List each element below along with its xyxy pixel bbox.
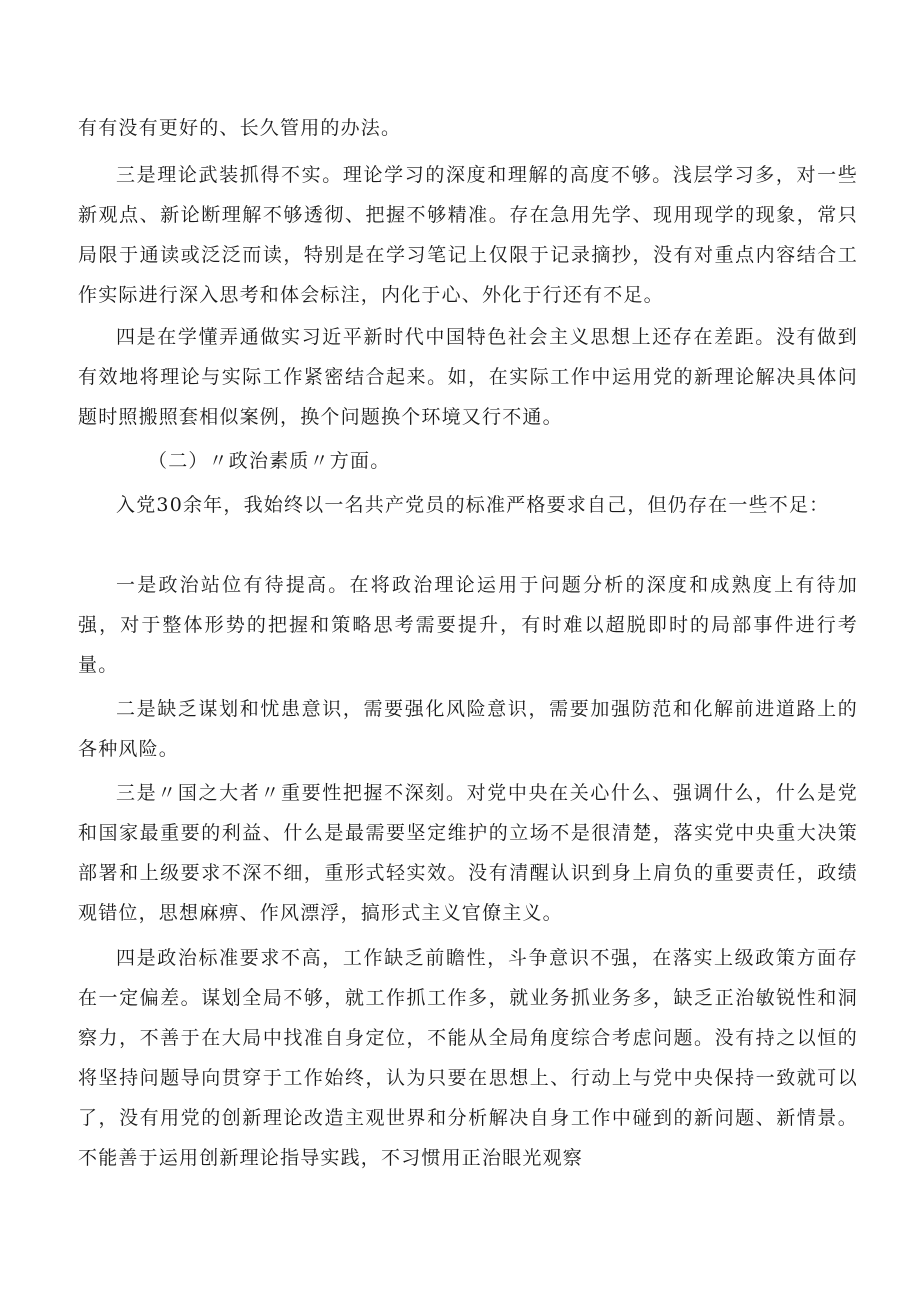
paragraph-theory-armament: 三是理论武装抓得不实。理论学习的深度和理解的高度不够。浅层学习多，对一些新观点、新论断理解不够透彻、把握不够精准。存在急用先学、现用现学的现象，常只局限于通读或泛泛而读，特别是在学习笔记上仅限于记录摘抄，没有对重点内容结合工作实际进行深入思考和体会标注，内化于心、外化于行还有不足。 <box>78 164 858 306</box>
paragraph-continuation: 有有没有更好的、长久管用的办法。 <box>78 117 402 139</box>
paragraph-study-gap: 四是在学懂弄通做实习近平新时代中国特色社会主义思想上还存在差距。没有做到有效地将理论与实际工作紧密结合起来。如，在实际工作中运用党的新理论解决具体问题时照搬照套相似案例，换个问题换个环境又行不通。 <box>78 326 858 428</box>
paragraph-political-standards: 四是政治标准要求不高，工作缺乏前瞻性，斗争意识不强，在落实上级政策方面存在一定偏差。谋划全局不够，就工作抓工作多，就业务抓业务多，缺乏正治敏锐性和洞察力，不善于在大局中找准自身定位，不能从全局角度综合考虑问题。没有持之以恒的将坚持问题导向贯穿于工作始终，认为只要在思想上、行动上与党中央保持一致就可以了，没有用党的创新理论改造主观世界和分析解决自身工作中碰到的新问题、新情景。不能善于运用创新理论指导实践，不习惯用正治眼光观察 <box>78 947 858 1169</box>
paragraph-risk-awareness: 二是缺乏谋划和忧患意识，需要强化风险意识，需要加强防范和化解前进道路上的各种风险。 <box>78 698 858 760</box>
paragraph-political-stance: 一是政治站位有待提高。在将政治理论运用于问题分析的深度和成熟度上有待加强，对于整体形势的把握和策略思考需要提升，有时难以超脱即时的局部事件进行考量。 <box>78 574 858 676</box>
paragraph-party-membership: 入党30余年，我始终以一名共产党员的标准严格要求自己，但仍存在一些不足： <box>116 494 830 516</box>
paragraph-national-priorities: 三是〃国之大者〃重要性把握不深刻。对党中央在关心什么、强调什么，什么是党和国家最重要的利益、什么是最需要坚定维护的立场不是很清楚，落实党中央重大决策部署和上级要求不深不细，重形式轻实效。没有清醒认识到身上肩负的重要责任，政绩观错位，思想麻痹、作风漂浮，搞形式主义官僚主义。 <box>78 782 858 924</box>
section-heading-political-quality: （二）〃政治素质〃方面。 <box>148 450 391 472</box>
